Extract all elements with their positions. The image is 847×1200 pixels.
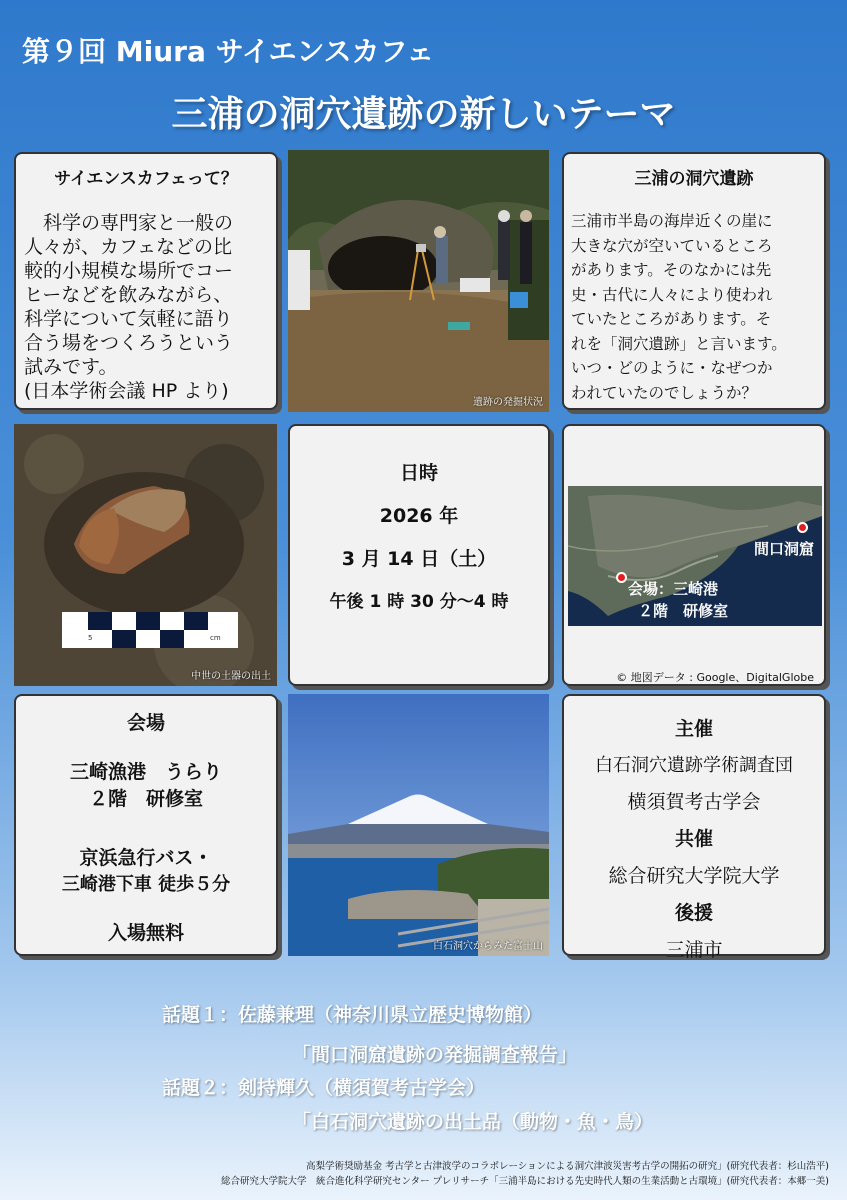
topic-1-subject: 「間口洞窟遺跡の発掘調査報告」 (292, 1044, 578, 1066)
about-title: サイエンスカフェって？ (54, 169, 238, 189)
cave-excavation-photo (288, 150, 549, 412)
ruins-card (562, 152, 826, 410)
map-pin-2 (616, 572, 627, 583)
about-line: ヒーなどを飲みながら、 (24, 284, 233, 306)
ruins-title: 三浦の洞穴遺跡 (634, 169, 754, 189)
cave-scene-image (288, 150, 549, 412)
host-1: 白石洞穴遺跡学術調査団 (595, 755, 793, 776)
ruins-line: 三浦市半島の海岸近くの崖に (571, 212, 773, 230)
ruins-line: があります。そのなかには先 (571, 261, 772, 279)
cohost-label: 共催 (674, 828, 713, 850)
map-pin-1 (797, 522, 808, 533)
about-line: 人々が、カフェなどの比 (24, 236, 233, 258)
map-pin2-label-2: ２階 研修室 (638, 602, 729, 620)
ruins-line: いつ・どのように・なぜつか (571, 359, 773, 377)
topic-2-speaker: 話題２：剣持輝久（横須賀考古学会） (162, 1077, 486, 1099)
about-line: 合う場をつくろうという (24, 332, 234, 354)
venue-name: 三崎漁港 うらり (69, 761, 222, 783)
venue-card (14, 694, 278, 956)
datetime-label: 日時 (399, 462, 438, 484)
pottery-photo-caption: 中世の土器の出土 (191, 671, 271, 682)
funding-note-2: 総合研究大学院大学 統合進化科学研究センター プレリサーチ「三浦半島における先史時代人類の生業活動と古環境」(研究代表者：本郷一美) (221, 1176, 829, 1187)
venue-access-2: 三崎港下車 徒歩５分 (61, 874, 231, 895)
map-pin1-label: 間口洞窟 (754, 540, 815, 558)
event-number-heading: 第９回 Miura サイエンスカフェ (22, 35, 435, 68)
about-line: 科学の専門家と一般の (24, 212, 234, 234)
about-card (14, 152, 278, 410)
organizers-card (562, 694, 826, 961)
venue-access-1: 京浜急行バス・ (79, 847, 213, 869)
pottery-photo (14, 424, 277, 686)
map-pin2-label-1: 会場：三崎港 (628, 580, 719, 598)
map-credit: © 地図データ : Google、DigitalGlobe (616, 671, 814, 684)
datetime-time: 午後 1 時 30 分〜4 時 (329, 592, 509, 612)
map-image (568, 486, 822, 626)
host-label: 主催 (674, 718, 713, 740)
ruins-line: 大きな穴が空いているところ (571, 236, 773, 255)
datetime-date: 3 月 14 日（土） (341, 548, 497, 570)
ruins-line: 史・古代に人々により使われ (571, 285, 773, 304)
fuji-photo-caption: 白石洞穴からみた富士山 (433, 941, 543, 952)
pottery-image (14, 424, 277, 686)
support: 三浦市 (665, 939, 723, 961)
fuji-image (288, 694, 549, 956)
poster-title: 三浦の洞穴遺跡の新しいテーマ (171, 94, 676, 135)
topic-2-subject: 「白石洞穴遺跡の出土品（動物・魚・鳥） (292, 1111, 654, 1133)
about-line: (日本学術会議 HP より) (24, 380, 229, 402)
datetime-year: 2026 年 (379, 505, 459, 527)
map-card (562, 424, 826, 686)
support-label: 後援 (674, 902, 713, 924)
scale-label-left: 5 (88, 634, 93, 642)
ruins-text (571, 209, 817, 405)
topic-1-speaker: 話題１：佐藤兼理（神奈川県立歴史博物館） (162, 1004, 543, 1026)
venue-fee: 入場無料 (107, 922, 184, 944)
ruins-line: れを「洞穴遺跡」と言います。 (571, 334, 787, 353)
about-line: 科学について気軽に語り (24, 308, 233, 330)
funding-note-1: 高梨学術奨励基金 考古学と古津波学のコラボレーションによる洞穴津波災害考古学の開拓の研究」(研究代表者：杉山浩平) (305, 1161, 829, 1172)
host-2: 横須賀考古学会 (627, 791, 761, 813)
venue-room: ２階 研修室 (88, 788, 203, 810)
ruins-line: ていたところがあります。そ (571, 310, 772, 328)
datetime-card (288, 424, 550, 686)
about-line: 試みです。 (24, 356, 118, 378)
fuji-photo (288, 694, 549, 956)
cohost: 総合研究大学院大学 (608, 865, 780, 887)
scale-label-right: cm (210, 634, 221, 642)
cave-photo-caption: 遺跡の発掘状況 (473, 397, 543, 408)
venue-label: 会場 (126, 712, 165, 734)
about-text (24, 211, 268, 403)
ruins-line: われていたのでしょうか？ (571, 383, 758, 402)
about-line: 較的小規模な場所でコー (24, 260, 234, 282)
